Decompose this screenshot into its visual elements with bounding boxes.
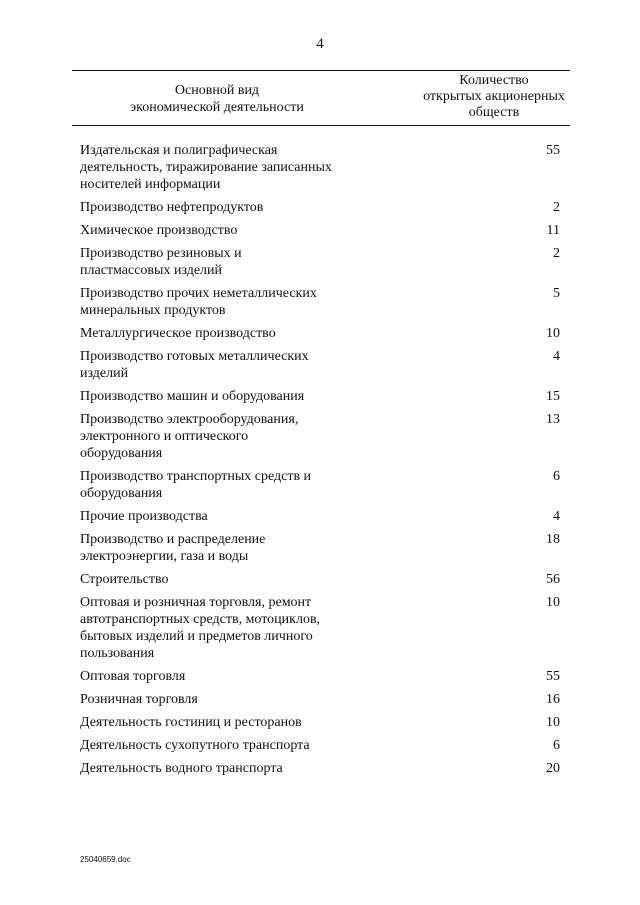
count-cell: 10 bbox=[546, 326, 560, 341]
table-body bbox=[80, 142, 570, 783]
count-cell: 10 bbox=[546, 595, 560, 610]
count-cell: 4 bbox=[553, 509, 560, 524]
table-row bbox=[80, 348, 570, 382]
activity-cell: Производство прочих неметаллических минеральных продуктов bbox=[80, 286, 317, 318]
table-row bbox=[80, 411, 570, 462]
count-cell: 55 bbox=[546, 669, 560, 684]
activity-cell: Производство и распределение электроэнергии, газа и воды bbox=[80, 532, 266, 564]
count-cell: 5 bbox=[553, 286, 560, 301]
table-row bbox=[80, 737, 570, 754]
count-cell: 55 bbox=[546, 143, 560, 158]
activity-cell: Прочие производства bbox=[80, 509, 208, 524]
activity-cell: Металлургическое производство bbox=[80, 326, 276, 341]
activity-cell: Издательская и полиграфическая деятельность, тиражирование записанных носителей информации bbox=[80, 143, 332, 192]
table-row bbox=[80, 571, 570, 588]
table-row bbox=[80, 388, 570, 405]
count-cell: 6 bbox=[553, 469, 560, 484]
activity-cell: Производство транспортных средств и оборудования bbox=[80, 469, 312, 501]
table-row bbox=[80, 325, 570, 342]
table-row bbox=[80, 199, 570, 216]
table-row bbox=[80, 691, 570, 708]
table-row bbox=[80, 222, 570, 239]
header-count: Количество открытых акционерных обществ bbox=[423, 73, 565, 120]
activity-cell: Оптовая торговля bbox=[80, 669, 186, 684]
activity-cell: Химическое производство bbox=[80, 223, 238, 238]
count-cell: 18 bbox=[546, 532, 560, 547]
count-cell: 10 bbox=[546, 715, 560, 730]
activity-cell: Производство машин и оборудования bbox=[80, 389, 305, 404]
header-activity: Основной вид экономической деятельности bbox=[130, 83, 304, 115]
table-row bbox=[80, 531, 570, 565]
activity-cell: Строительство bbox=[80, 572, 169, 587]
activity-cell: Деятельность гостиниц и ресторанов bbox=[80, 715, 302, 730]
activity-cell: Производство резиновых и пластмассовых изделий bbox=[80, 246, 242, 278]
count-cell: 11 bbox=[546, 223, 560, 238]
table-row bbox=[80, 245, 570, 279]
table-header bbox=[72, 70, 570, 126]
table-row bbox=[80, 594, 570, 662]
table-row bbox=[80, 668, 570, 685]
page-number: 4 bbox=[316, 36, 324, 52]
count-cell: 13 bbox=[546, 412, 560, 427]
activity-cell: Производство электрооборудования, электронного и оптического оборудования bbox=[80, 412, 299, 461]
table-row bbox=[80, 508, 570, 525]
activity-cell: Розничная торговля bbox=[80, 692, 198, 707]
count-cell: 16 bbox=[546, 692, 560, 707]
table-row bbox=[80, 760, 570, 777]
count-cell: 4 bbox=[553, 349, 560, 364]
count-cell: 2 bbox=[553, 246, 560, 261]
table-row bbox=[80, 285, 570, 319]
table-row bbox=[80, 142, 570, 193]
count-cell: 20 bbox=[546, 761, 560, 776]
count-cell: 56 bbox=[546, 572, 560, 587]
activity-cell: Производство нефтепродуктов bbox=[80, 200, 264, 215]
count-cell: 6 bbox=[553, 738, 560, 753]
activity-cell: Оптовая и розничная торговля, ремонт автотранспортных средств, мотоциклов, бытовых изделий и предметов личного пользования bbox=[80, 595, 321, 661]
activity-cell: Деятельность водного транспорта bbox=[80, 761, 283, 776]
activity-cell: Деятельность сухопутного транспорта bbox=[80, 738, 310, 753]
footer-file-name: 25040659.doc bbox=[80, 855, 131, 864]
count-cell: 2 bbox=[553, 200, 560, 215]
activity-cell: Производство готовых металлических изделий bbox=[80, 349, 309, 381]
table-row bbox=[80, 468, 570, 502]
table-row bbox=[80, 714, 570, 731]
count-cell: 15 bbox=[546, 389, 560, 404]
